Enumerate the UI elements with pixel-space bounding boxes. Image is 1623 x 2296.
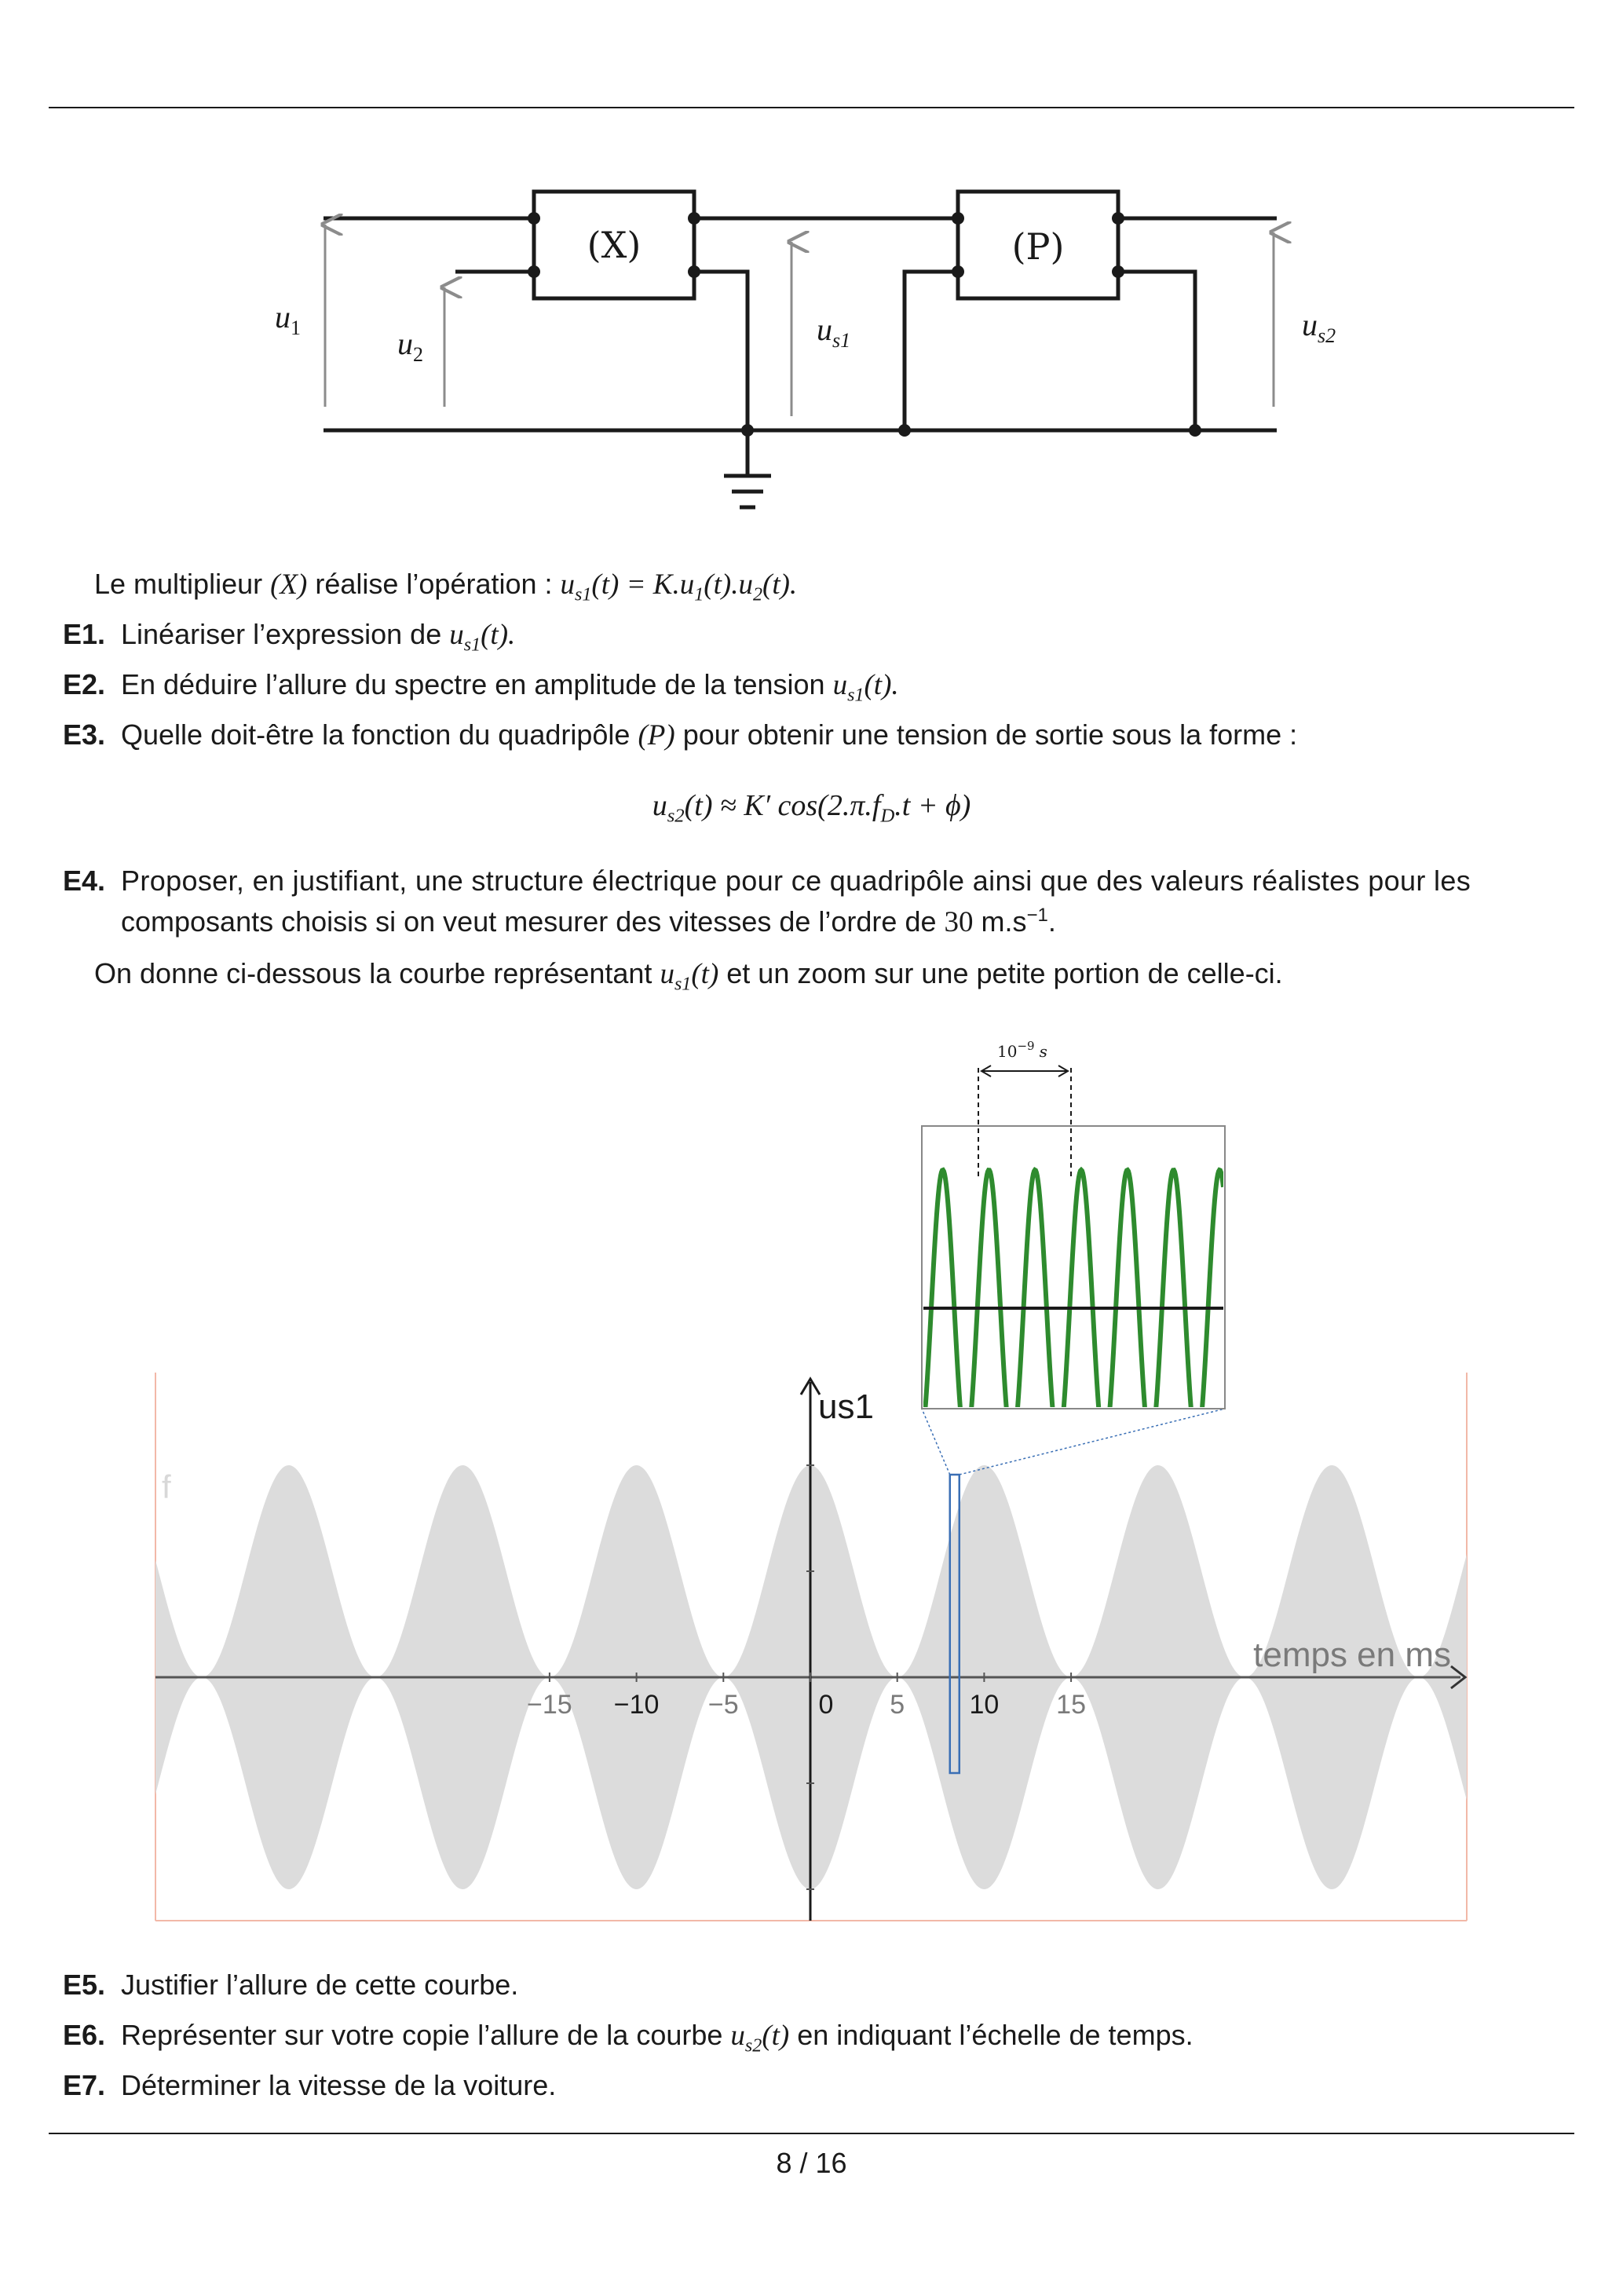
- graph-intro: On donne ci-dessous la courbe représentant $u_{s1}(t)$ et un zoom sur une petite portion de celle-ci.: [94, 957, 1283, 995]
- u2-label: $u_2$: [397, 326, 423, 366]
- page-number: 8 / 16: [776, 2147, 847, 2179]
- zoom-connector-left: [922, 1409, 950, 1475]
- x-tick-label: −15: [527, 1690, 572, 1720]
- zoom-scale-label: $10^{-9}$ s: [997, 1039, 1047, 1061]
- intro-paragraph: Le multiplieur (X) réalise l’opération : $u_{s1}(t) = K.u_1(t).u_2(t)$.: [94, 568, 798, 605]
- us2-label: $u_{s2}$: [1302, 307, 1336, 347]
- question-e4-line2: composants choisis si on veut mesurer des vitesses de l’ordre de 30 $m.s^{-1}$.: [121, 905, 1056, 938]
- us1-label: $u_{s1}$: [817, 312, 851, 352]
- question-e6: E6. Représenter sur votre copie l’allure de la courbe $u_{s2}(t)$ en indiquant l’échelle de temps.: [63, 2019, 1193, 2057]
- u1-label: $u_1$: [275, 299, 301, 339]
- x-axis-label: temps en ms: [1253, 1636, 1451, 1674]
- x-tick-label: 0: [818, 1690, 834, 1720]
- block-x-label: (X): [587, 224, 642, 266]
- x-tick-label: 15: [1056, 1690, 1087, 1720]
- question-e2: E2. En déduire l’allure du spectre en amplitude de la tension $u_{s1}(t)$.: [63, 668, 899, 706]
- corner-label: f: [162, 1468, 171, 1505]
- y-axis-label: us1: [818, 1387, 874, 1426]
- question-e5: E5. Justifier l’allure de cette courbe.: [63, 1969, 519, 2001]
- formula-us2: $u_{s2}(t) \approx K'$ $\cos(2.\pi.f_D.t + \phi)$: [652, 789, 971, 827]
- zoom-connector-right: [960, 1409, 1225, 1475]
- x-tick-label: −10: [613, 1690, 660, 1720]
- question-e7: E7. Déterminer la vitesse de la voiture.: [63, 2069, 557, 2101]
- question-e3: E3. Quelle doit-être la fonction du quadripôle (P) pour obtenir une tension de sortie sous la forme :: [63, 718, 1298, 751]
- block-p-label: (P): [1011, 225, 1065, 268]
- bottom-rule: [49, 2133, 1574, 2134]
- question-e4: E4. Proposer, en justifiant, une structure électrique pour ce quadripôle ainsi que des valeurs réalistes pour les: [63, 865, 1471, 897]
- x-tick-label: 10: [969, 1690, 1000, 1720]
- x-tick-label: 5: [890, 1690, 905, 1720]
- question-e1: E1. Linéariser l’expression de $u_{s1}(t)$.: [63, 618, 516, 656]
- x-tick-label: −5: [707, 1690, 739, 1720]
